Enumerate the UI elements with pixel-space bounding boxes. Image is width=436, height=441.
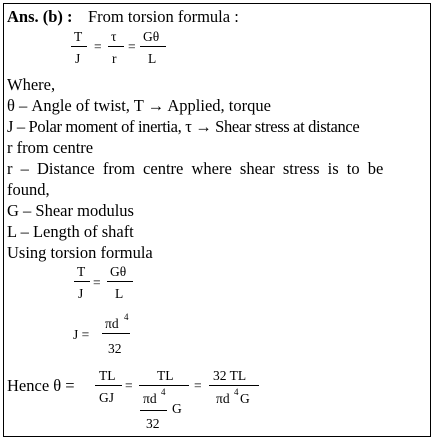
where-label: Where,: [7, 75, 56, 94]
definition-line: r from centre: [7, 138, 94, 157]
fraction-bar: [107, 281, 133, 282]
fraction-bar: [209, 385, 259, 386]
fraction-bar: [140, 46, 166, 47]
equals-sign: =: [128, 39, 136, 54]
definition-line: found,: [7, 180, 50, 199]
numerator-G-theta: Gθ: [143, 29, 160, 44]
numerator-TL: TL: [99, 368, 116, 383]
denominator-L: L: [115, 286, 124, 301]
fraction-bar: [102, 333, 130, 334]
fraction-bar: [95, 385, 122, 386]
definition-line: θ – Angle of twist, T → Applied, torque: [7, 96, 271, 115]
denominator-L: L: [148, 51, 157, 66]
definition-line: G – Shear modulus: [7, 201, 134, 220]
definition-line: r – Distance from centre where shear stress is to be: [7, 159, 384, 178]
numerator-pi-d: πd: [105, 316, 119, 331]
equals-sign: =: [125, 378, 133, 393]
denominator-G: G: [172, 401, 182, 416]
numerator-T: T: [74, 29, 83, 44]
definition-line: Using torsion formula: [7, 243, 153, 262]
denominator-G: G: [240, 391, 250, 406]
fraction-bar: [74, 281, 90, 282]
definition-line: J – Polar moment of inertia, τ → Shear stress at distance: [7, 117, 360, 136]
nested-fraction-bar: [140, 410, 167, 411]
numerator-T: T: [77, 264, 86, 279]
equals-sign: =: [93, 275, 101, 290]
numerator-G-theta: Gθ: [110, 264, 127, 279]
lhs-J: J =: [73, 327, 90, 342]
numerator-32TL: 32 TL: [213, 368, 247, 383]
numerator-TL: TL: [157, 368, 174, 383]
answer-label: Ans. (b) :: [7, 7, 73, 26]
denominator-r: r: [112, 51, 117, 66]
equals-sign: =: [194, 378, 202, 393]
exponent: 4: [161, 387, 166, 397]
nested-denominator-32: 32: [146, 416, 160, 431]
exponent: 4: [124, 312, 129, 322]
intro-text: From torsion formula :: [88, 7, 239, 26]
numerator-tau: τ: [111, 29, 117, 44]
denominator-J: J: [75, 51, 81, 66]
fraction-bar: [71, 46, 87, 47]
denominator-pi-d: πd: [216, 391, 230, 406]
fraction-bar: [108, 46, 124, 47]
definition-line: L – Length of shaft: [7, 222, 134, 241]
exponent: 4: [234, 387, 239, 397]
denominator-GJ: GJ: [99, 390, 115, 405]
denominator-J: J: [78, 286, 84, 301]
fraction-bar: [139, 385, 189, 386]
denominator-32: 32: [108, 341, 122, 356]
hence-theta: Hence θ =: [7, 376, 75, 395]
nested-numerator-pi-d: πd: [143, 391, 157, 406]
equals-sign: =: [94, 39, 102, 54]
